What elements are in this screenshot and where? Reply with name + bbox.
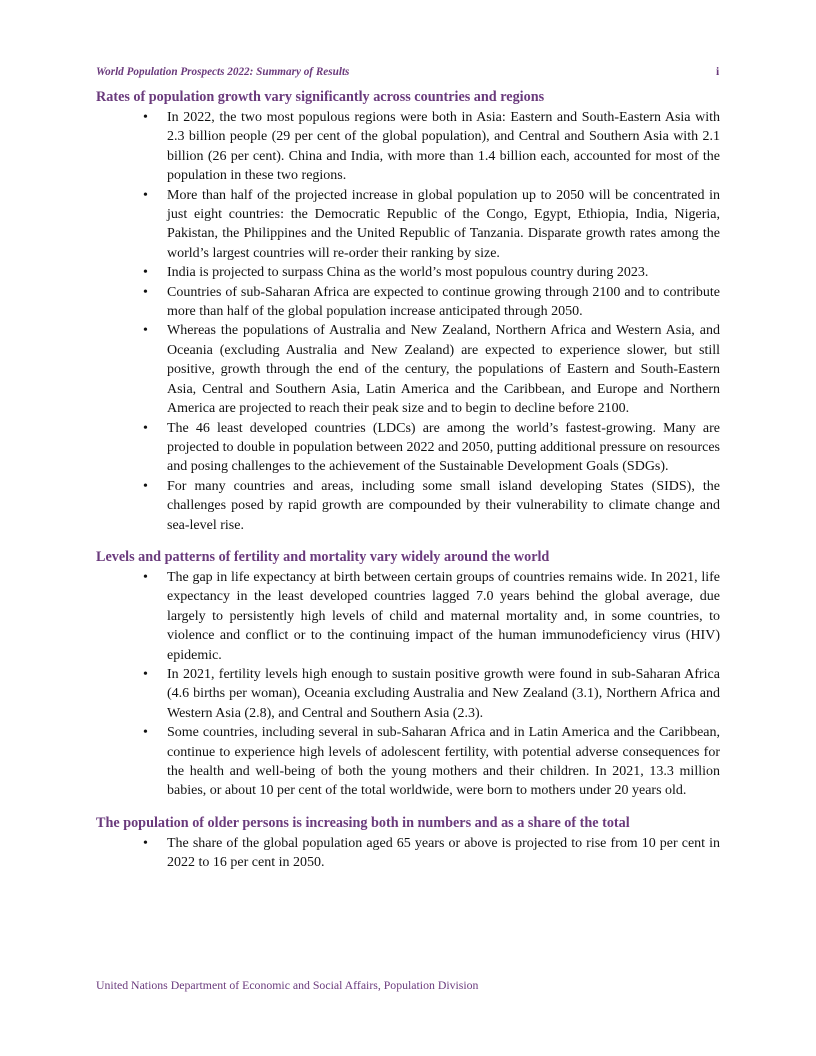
bullet-list-fertility-mortality [96, 568, 720, 801]
bullet-icon: • [143, 835, 148, 851]
bullet-icon: • [143, 478, 148, 494]
bullet-text: Whereas the populations of Australia and New Zealand, Northern Africa and Western Asia, and Oceania (excluding Australia and New Zealand) are expected to experience slower, but still positive, growth through the end of the century, the populations of Eastern and South-Eastern Asia, Central and Southern Asia, Latin America and the Caribbean, and Europe and Northern America are projected to reach their peak size and to begin to decline before 2100. [167, 323, 720, 417]
list-item [143, 108, 720, 186]
bullet-icon: • [143, 110, 148, 125]
section-heading-population-growth: Rates of population growth vary significantly across countries and regions [96, 89, 545, 105]
bullet-icon: • [143, 569, 148, 585]
bullet-icon: • [143, 323, 148, 339]
list-item [143, 665, 720, 723]
bullet-icon: • [143, 666, 148, 682]
list-item [143, 283, 720, 322]
bullet-icon: • [143, 420, 148, 436]
bullet-icon: • [143, 725, 148, 741]
section-heading-fertility-mortality: Levels and patterns of fertility and mortality vary widely around the world [96, 548, 550, 565]
bullet-text: Some countries, including several in sub-Saharan Africa and in Latin America and the Caribbean, continue to experience high levels of adolescent fertility, with potential adverse consequences for the health and well-being of both the young mothers and their children. In 2021, 13.3 million babies, or about 10 per cent of the total worldwide, were born to mothers under 20 years old. [167, 725, 720, 799]
bullet-text: In 2022, the two most populous regions were both in Asia: Eastern and South-Eastern Asia with 2.3 billion people (29 per cent of the global population), and Central and Southern Asia with 2.1 billion (26 per cent). China and India, with more than 1.4 billion each, accounted for most of the population in these two regions. [167, 110, 720, 184]
list-item [143, 263, 720, 282]
bullet-text: In 2021, fertility levels high enough to sustain positive growth were found in sub-Saharan Africa (4.6 births per woman), Oceania excluding Australia and New Zealand (3.1), Northern Africa and Western Asia (2.8), and Central and Southern Asia (2.3). [167, 666, 720, 721]
bullet-list-older-persons [96, 834, 720, 873]
list-item [143, 321, 720, 418]
list-item [143, 419, 720, 477]
bullet-text: India is projected to surpass China as the world’s most populous country during 2023. [167, 265, 649, 281]
bullet-text: The 46 least developed countries (LDCs) are among the world’s fastest-growing. Many are projected to double in population between 2022 and 2050, putting additional pressure on resources and posing challenges to the achievement of the Sustainable Development Goals (SDGs). [167, 420, 720, 475]
list-item [143, 477, 720, 535]
list-item [143, 723, 720, 801]
page-number: i [716, 66, 720, 78]
bullet-text: More than half of the projected increase in global population up to 2050 will be concentrated in just eight countries: the Democratic Republic of the Congo, Egypt, Ethiopia, India, Nigeria, Pakistan, the Philippines and the United Republic of Tanzania. Disparate growth rates among the world’s largest countries will re-order their ranking by size. [167, 187, 720, 261]
page-footer: United Nations Department of Economic and Social Affairs, Population Division [96, 978, 479, 992]
bullet-text: Countries of sub-Saharan Africa are expected to continue growing through 2100 and to contribute more than half of the global population increase anticipated through 2050. [167, 284, 720, 320]
bullet-icon: • [143, 187, 148, 203]
bullet-list-population-growth [96, 108, 720, 535]
list-item [143, 186, 720, 264]
section-heading-older-persons: The population of older persons is increasing both in numbers and as a share of the total [96, 814, 630, 831]
page-body [96, 88, 720, 873]
bullet-text: For many countries and areas, including some small island developing States (SIDS), the challenges posed by rapid growth are compounded by their vulnerability to climate change and sea-level rise. [167, 478, 720, 533]
list-item [143, 834, 720, 873]
bullet-text: The share of the global population aged 65 years or above is projected to rise from 10 per cent in 2022 to 16 per cent in 2050. [167, 835, 720, 871]
bullet-icon: • [143, 284, 148, 300]
bullet-text: The gap in life expectancy at birth between certain groups of countries remains wide. In 2021, life expectancy in the least developed countries lagged 7.0 years behind the global average, due largely to persistently high levels of child and maternal mortality and, in some countries, to violence and conflict or to the continuing impact of the human immunodeficiency virus (HIV) epidemic. [167, 569, 720, 663]
bullet-icon: • [143, 265, 148, 281]
document-title: World Population Prospects 2022: Summary of Results [96, 66, 350, 78]
list-item [143, 568, 720, 665]
